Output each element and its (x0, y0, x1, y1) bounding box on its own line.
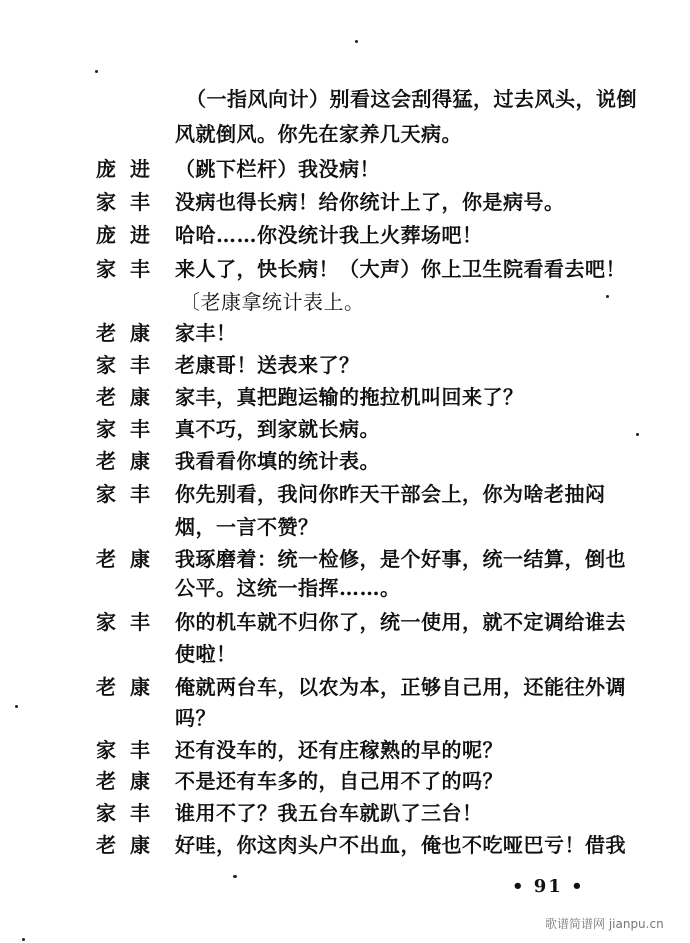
speaker-label: 老康 (96, 769, 164, 793)
speaker-label: 家丰 (96, 353, 164, 377)
dialogue-text: 老康哥！送表来了？ (175, 353, 360, 377)
dialogue-text: 好哇，你这肉头户不出血，俺也不吃哑巴亏！借我 (175, 833, 626, 857)
dialogue-text: 你的机车就不归你了，统一使用，就不定调给谁去 (175, 610, 626, 634)
dialogue-text: 风就倒风。你先在家养几天病。 (175, 122, 462, 146)
dialogue-text: 家丰！ (175, 321, 237, 345)
speaker-label: 老康 (96, 675, 164, 699)
speaker-label: 家丰 (96, 257, 164, 281)
dialogue-text: 烟，一言不赞？ (175, 515, 319, 539)
dialogue-text: 不是还有车多的，自己用不了的吗？ (175, 769, 503, 793)
dialogue-text: 家丰，真把跑运输的拖拉机叫回来了？ (175, 385, 524, 409)
speaker-label: 家丰 (96, 482, 164, 506)
speaker-label: 老康 (96, 547, 164, 571)
speaker-label: 家丰 (96, 610, 164, 634)
dialogue-text: 公平。这统一指挥……。 (175, 576, 401, 600)
speaker-label: 家丰 (96, 738, 164, 762)
speaker-label: 老康 (96, 449, 164, 473)
page-number: • 91 • (512, 876, 585, 897)
dialogue-text: 没病也得长病！给你统计上了，你是病号。 (175, 190, 565, 214)
dialogue-text: 真不巧，到家就长病。 (175, 417, 380, 441)
dialogue-text: 吗？ (175, 706, 216, 730)
scan-speck (355, 40, 358, 43)
speaker-label: 家丰 (96, 801, 164, 825)
dialogue-text: 哈哈……你没统计我上火葬场吧！ (175, 223, 483, 247)
scan-speck (636, 433, 639, 436)
dialogue-text: 你先别看，我问你昨天干部会上，你为啥老抽闷 (175, 482, 606, 506)
dialogue-text: 我琢磨着：统一检修，是个好事，统一结算，倒也 (175, 547, 626, 571)
dialogue-text: 谁用不了？我五台车就趴了三台！ (175, 801, 483, 825)
speaker-label: 老康 (96, 833, 164, 857)
scan-speck (606, 295, 609, 298)
dialogue-text: 使啦！ (175, 642, 237, 666)
speaker-label: 家丰 (96, 190, 164, 214)
dialogue-text: 我看看你填的统计表。 (175, 449, 380, 473)
stage-direction: 〔老康拿统计表上。 (180, 290, 365, 314)
speaker-label: 家丰 (96, 417, 164, 441)
scan-speck (233, 875, 237, 878)
scan-speck (15, 705, 18, 708)
speaker-label: 老康 (96, 385, 164, 409)
watermark: 歌谱简谱网 jianpu.cn (545, 917, 664, 931)
speaker-label: 老康 (96, 321, 164, 345)
speaker-label: 庞进 (96, 157, 164, 181)
scan-speck (22, 938, 25, 941)
dialogue-text: 来人了，快长病！（大声）你上卫生院看看去吧！ (175, 257, 626, 281)
speaker-label: 庞进 (96, 223, 164, 247)
dialogue-text: 俺就两台车，以农为本，正够自己用，还能往外调 (175, 675, 626, 699)
dialogue-text: （跳下栏杆）我没病！ (175, 157, 380, 181)
dialogue-text: （一指风向计）别看这会刮得猛，过去风头，说倒 (186, 87, 637, 111)
scan-speck (95, 70, 98, 73)
dialogue-text: 还有没车的，还有庄稼熟的早的呢？ (175, 738, 503, 762)
